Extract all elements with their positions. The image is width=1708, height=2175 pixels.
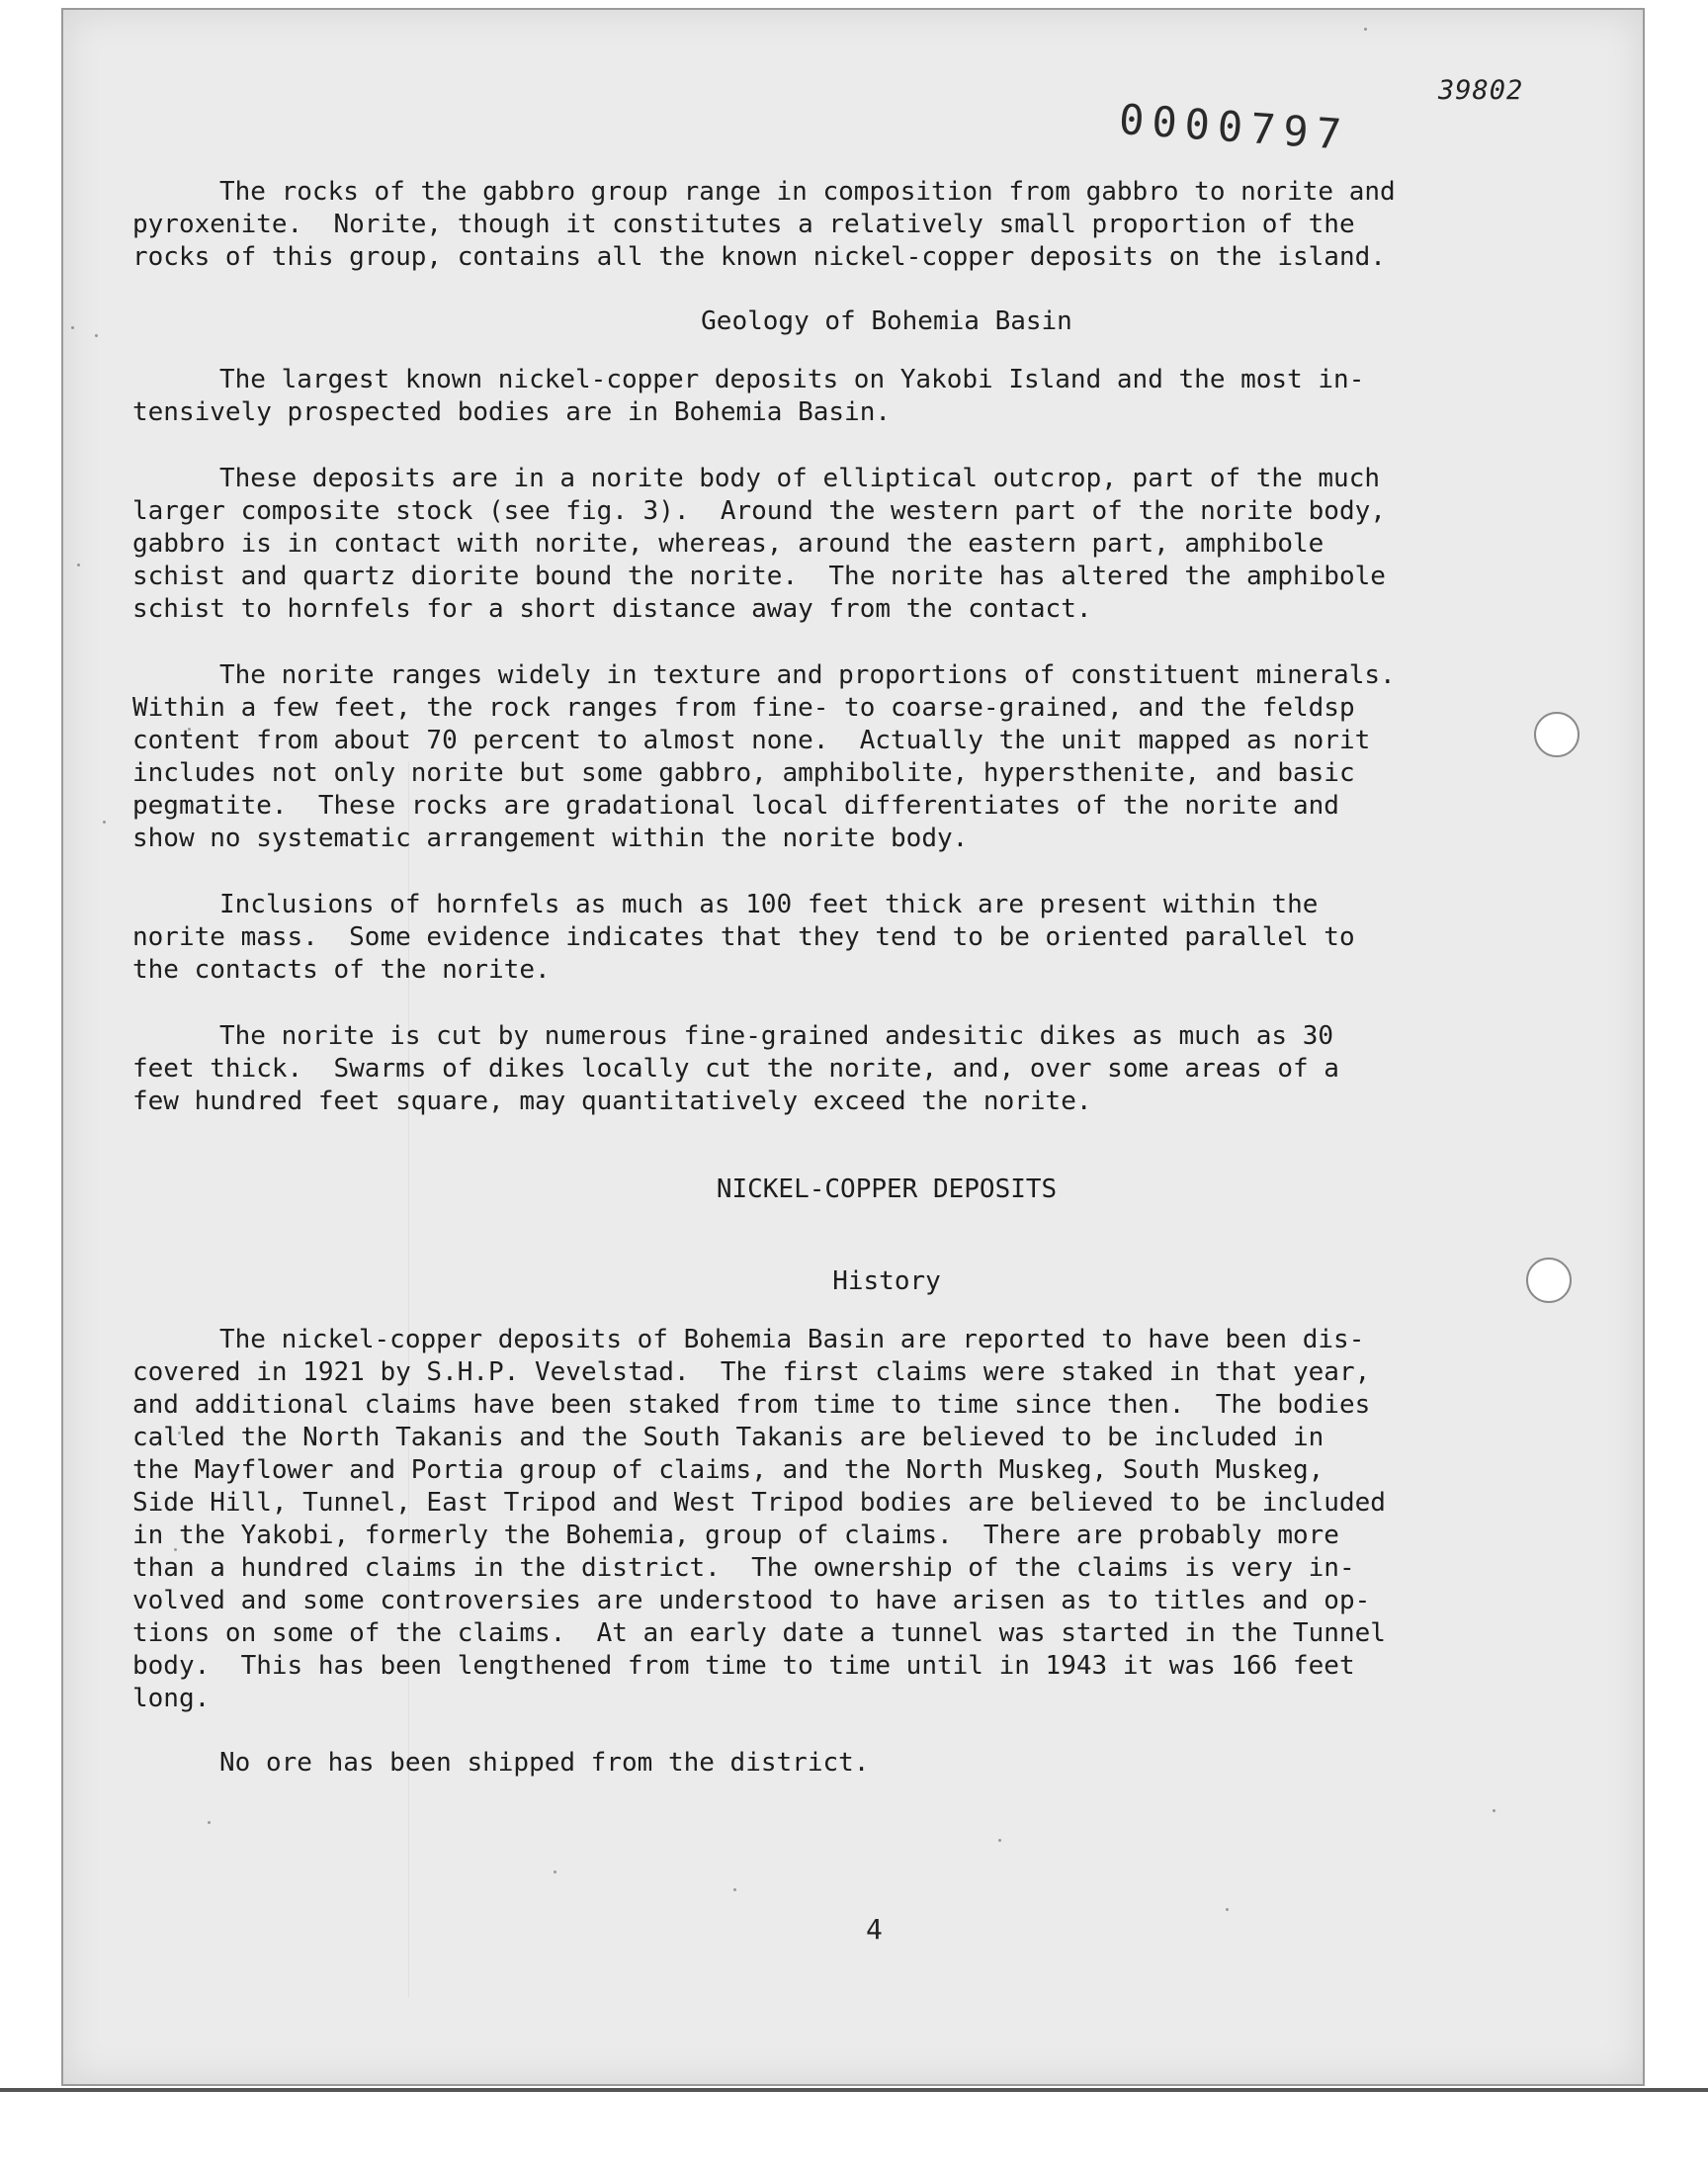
scan-speck <box>554 1870 556 1873</box>
paragraph-norite-body: These deposits are in a norite body of elliptical outcrop, part of the much larger composite stock (see fig. 3). Around the western part of the norite body, gabbro is in contact with norite, whereas, around the eastern part, amphibole schist and quartz diorite bound the norite. The norite has altered the amphibole schist to hornfels for a short distance away from the contact. <box>132 464 1386 624</box>
scan-speck <box>174 1548 177 1551</box>
heading-history: History <box>832 1266 941 1296</box>
scan-speck <box>95 334 98 337</box>
scan-speck <box>733 1888 736 1891</box>
scan-speck <box>138 1473 141 1476</box>
scan-speck <box>77 564 80 566</box>
heading-nickel-copper-deposits: NICKEL-COPPER DEPOSITS <box>716 1174 1058 1204</box>
page-number: 4 <box>866 1913 883 1946</box>
punch-hole-lower <box>1526 1258 1572 1303</box>
scan-speck <box>103 821 106 824</box>
scan-speck <box>1364 28 1367 31</box>
scan-speck <box>71 326 74 329</box>
punch-hole-upper <box>1534 712 1580 757</box>
paragraph-inclusions: Inclusions of hornfels as much as 100 feet thick are present within the norite mass. Some evidence indicates that they tend to be oriented parallel to the contacts of the norite. <box>132 890 1355 985</box>
scan-speck <box>188 728 191 731</box>
paragraph-history: The nickel-copper deposits of Bohemia Basin are reported to have been dis- covered in 1921 by S.H.P. Vevelstad. The first claims were staked in that year, and additional claims have been staked from time to time since then. The bodies called the North Takanis and the South Takanis are believed to be included in the Mayflower and Portia group of claims, and the North Muskeg, South Muskeg, Side Hill, Tunnel, East Tripod and West Tripod bodies are believed to be included in the Yakobi, formerly the Bohemia, group of claims. There are probably more than a hundred claims in the district. The ownership of the claims is very in- volved and some controversies are understood to have arisen as to titles and op- tions on some of the claims. At an early date a tunnel was started in the Tunnel body. This has been lengthened from time to time until in 1943 it was 166 feet long. <box>132 1325 1386 1713</box>
document-number: 39802 <box>1438 75 1524 106</box>
document-body <box>132 176 1603 1780</box>
scan-speck <box>1226 1908 1229 1911</box>
scan-speck <box>208 1821 211 1824</box>
page-stamp-number: 0000797 <box>1117 94 1351 160</box>
scan-speck <box>178 1432 181 1435</box>
heading-geology: Geology of Bohemia Basin <box>701 306 1072 336</box>
paragraph-gabbro-group: The rocks of the gabbro group range in composition from gabbro to norite and pyroxenite. Norite, though it constitutes a relatively small proportion of the rocks of this group, contains all the known nickel-copper deposits on the island. <box>132 177 1396 272</box>
scan-speck <box>998 1839 1001 1842</box>
paragraph-dikes: The norite is cut by numerous fine-grained andesitic dikes as much as 30 feet thick. Swarms of dikes locally cut the norite, and, over some areas of a few hundred feet square, may quantitatively exceed the norite. <box>132 1021 1339 1116</box>
paragraph-no-ore: No ore has been shipped from the district. <box>219 1748 870 1778</box>
scan-edge <box>0 2088 1708 2092</box>
scan-speck <box>1493 1809 1495 1812</box>
paragraph-norite-texture: The norite ranges widely in texture and proportions of constituent minerals. Within a few feet, the rock ranges from fine- to coarse-grained, and the feldsp content from about 70 percent to almost none. Actually the unit mapped as norit includes not only norite but some gabbro, amphibolite, hypersthenite, and basic pegmatite. These rocks are gradational local differentiates of the norite and show no systematic arrangement within the norite body. <box>132 660 1396 853</box>
paragraph-largest-deposits: The largest known nickel-copper deposits on Yakobi Island and the most in- tensively prospected bodies are in Bohemia Basin. <box>132 365 1365 427</box>
